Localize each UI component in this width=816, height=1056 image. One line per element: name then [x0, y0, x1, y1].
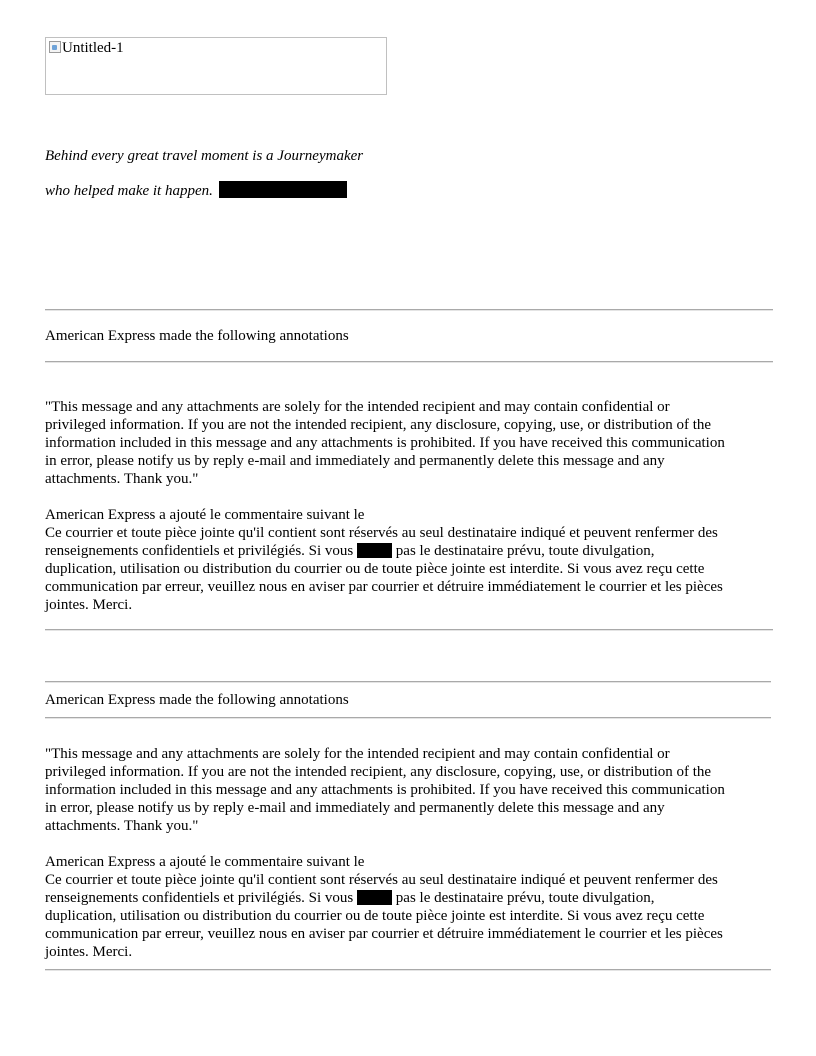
redaction-box: [357, 890, 392, 905]
divider: [45, 969, 771, 971]
french-line-part: pas le destinataire prévu, toute divulgation,: [395, 543, 655, 559]
disclaimer-line: information included in this message and any attachments is prohibited. If you have received this communication: [45, 782, 725, 798]
header-image-placeholder: [45, 37, 387, 95]
disclaimer-line: "This message and any attachments are solely for the intended recipient and may contain confidential or: [45, 399, 670, 415]
disclaimer-line: attachments. Thank you.": [45, 818, 199, 834]
divider: [45, 309, 773, 311]
french-disclaimer: [45, 853, 773, 961]
divider: [45, 681, 771, 683]
tagline-line-1: Behind every great travel moment is a Journeymaker: [45, 148, 364, 164]
french-line-part: renseignements confidentiels et privilégiés. Si vous: [45, 890, 354, 906]
disclaimer-line: "This message and any attachments are solely for the intended recipient and may contain confidential or: [45, 746, 670, 762]
divider: [45, 629, 773, 631]
french-line: communication par erreur, veuillez nous en aviser par courrier et détruire immédiatement le courrier et les pièces: [45, 579, 723, 595]
french-line: communication par erreur, veuillez nous en aviser par courrier et détruire immédiatement le courrier et les pièces: [45, 926, 723, 942]
disclaimer-line: attachments. Thank you.": [45, 471, 199, 487]
french-line: Ce courrier et toute pièce jointe qu'il contient sont réservés au seul destinataire indiqué et peuvent renfermer des: [45, 872, 718, 888]
disclaimer-line: privileged information. If you are not the intended recipient, any disclosure, copying, use, or distribution of the: [45, 417, 712, 433]
french-line: [45, 542, 773, 560]
redaction-box: [219, 181, 347, 198]
disclaimer-line: privileged information. If you are not the intended recipient, any disclosure, copying, use, or distribution of the: [45, 764, 712, 780]
french-line: jointes. Merci.: [45, 944, 133, 960]
divider: [45, 361, 773, 363]
annotation-heading: American Express made the following annotations: [45, 692, 349, 708]
redaction-box: [357, 543, 392, 558]
english-disclaimer: [45, 398, 773, 488]
french-line: duplication, utilisation ou distribution du courrier ou de toute pièce jointe est interdite. Si vous avez reçu cette: [45, 908, 705, 924]
annotation-heading: American Express made the following annotations: [45, 328, 349, 344]
french-line: duplication, utilisation ou distribution du courrier ou de toute pièce jointe est interdite. Si vous avez reçu cette: [45, 561, 705, 577]
disclaimer-line: information included in this message and any attachments is prohibited. If you have received this communication: [45, 435, 725, 451]
french-line: jointes. Merci.: [45, 597, 133, 613]
tagline-line-2-text: who helped make it happen.: [45, 183, 213, 199]
french-heading: American Express a ajouté le commentaire suivant le: [45, 507, 365, 523]
french-disclaimer: [45, 506, 773, 614]
french-line-part: renseignements confidentiels et privilégiés. Si vous: [45, 543, 354, 559]
french-line: [45, 889, 773, 907]
divider: [45, 717, 771, 719]
french-line: Ce courrier et toute pièce jointe qu'il contient sont réservés au seul destinataire indiqué et peuvent renfermer des: [45, 525, 718, 541]
disclaimer-line: in error, please notify us by reply e-mail and immediately and permanently delete this message and any: [45, 453, 665, 469]
tagline-line-2: [45, 181, 347, 200]
disclaimer-line: in error, please notify us by reply e-mail and immediately and permanently delete this message and any: [45, 800, 665, 816]
broken-image-icon: [49, 41, 61, 53]
french-heading: American Express a ajouté le commentaire suivant le: [45, 854, 365, 870]
english-disclaimer: [45, 745, 773, 835]
french-line-part: pas le destinataire prévu, toute divulgation,: [395, 890, 655, 906]
header-image-alt-text: Untitled-1: [62, 40, 124, 56]
